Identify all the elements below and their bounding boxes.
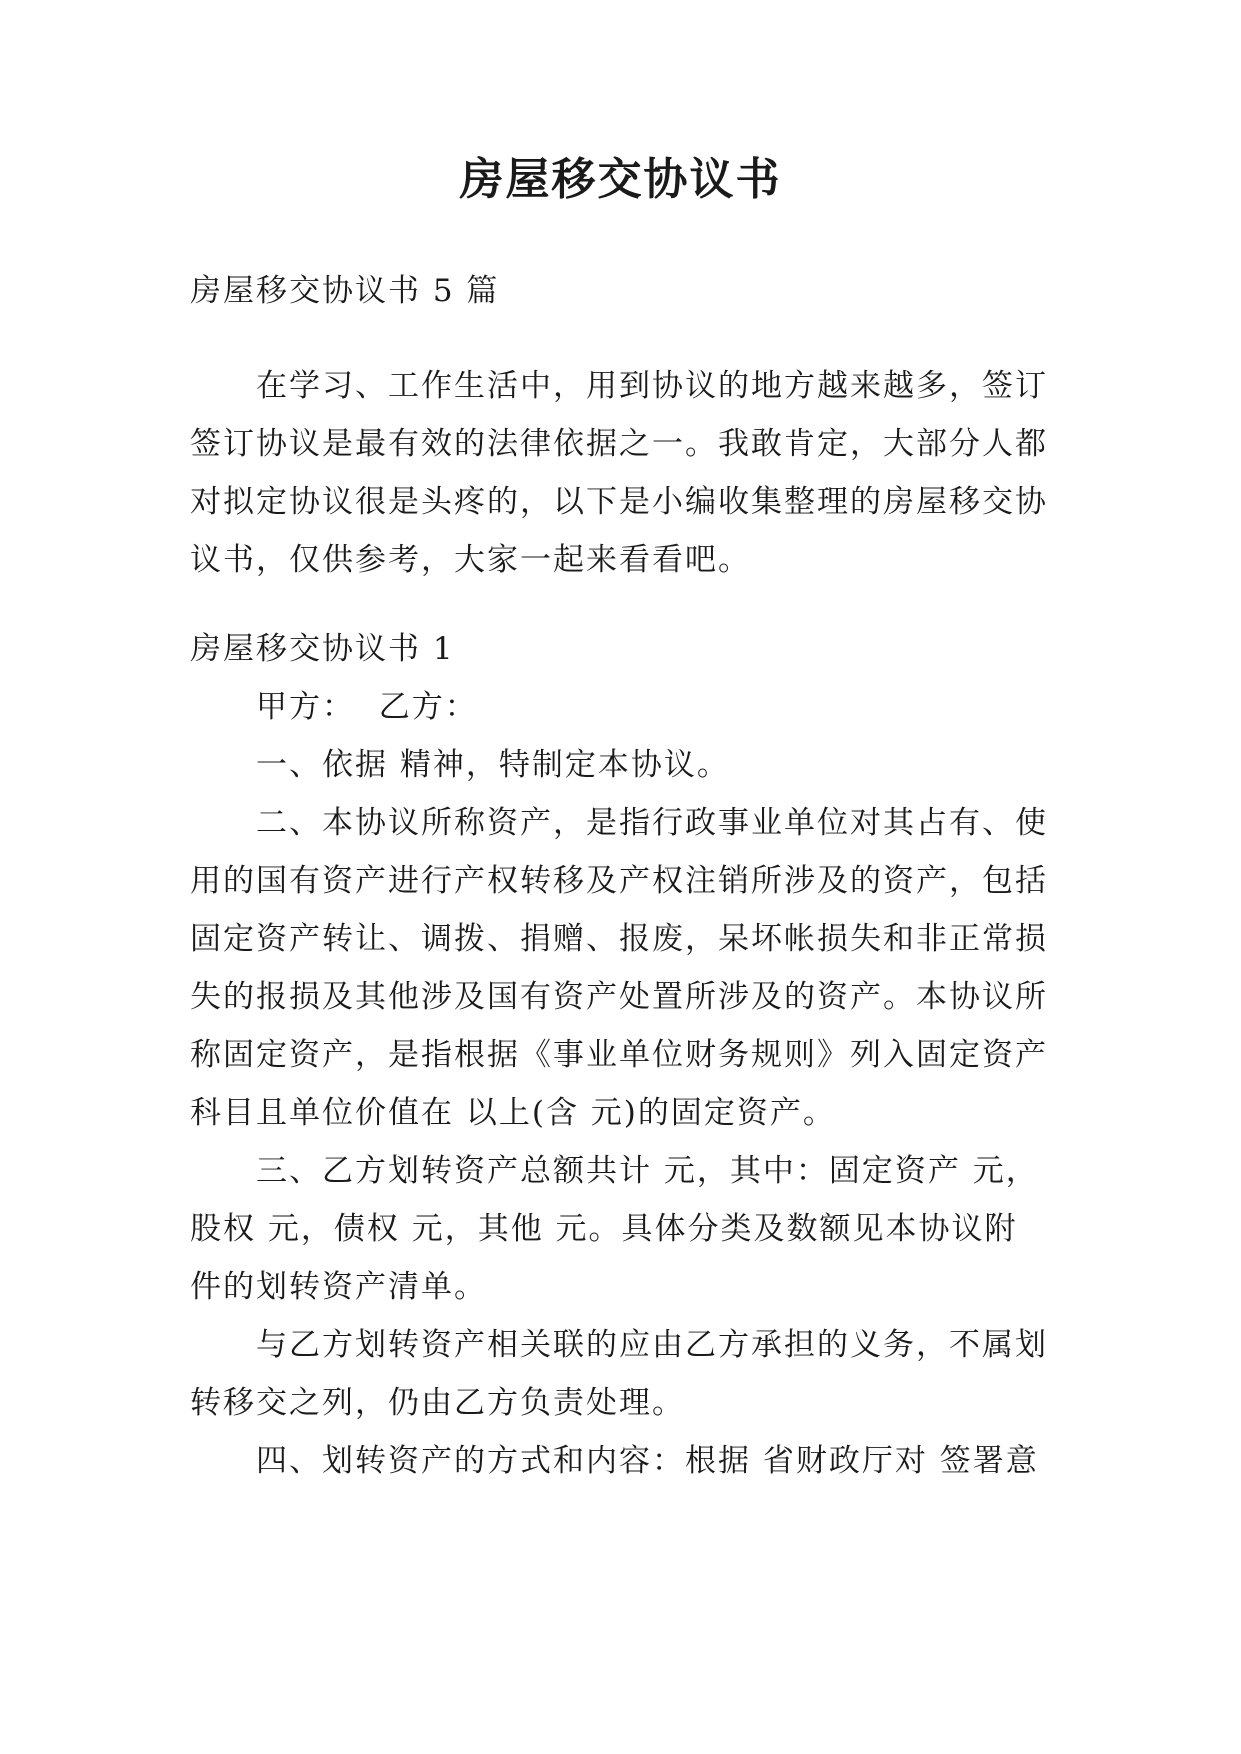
clause-3-line: 三、乙方划转资产总额共计 元，其中：固定资产 元， [256,1153,1039,1189]
document-title: 房屋移交协议书 [459,154,782,205]
clause-3-line: 股权 元，债权 元，其他 元。具体分类及数额见本协议附 [190,1211,1018,1247]
section-heading-line: 房屋移交协议书 1 [190,631,455,667]
intro-line: 对拟定协议很是头疼的，以下是小编收集整理的房屋移交协 [190,484,1048,520]
obligation-line: 转移交之列，仍由乙方负责处理。 [190,1385,685,1421]
clause-4-line: 四、划转资产的方式和内容：根据 省财政厅对 签署意 [256,1443,1039,1479]
section-heading [190,620,1050,678]
clause-1-line: 一、依据 精神，特制定本协议。 [256,747,730,783]
intro-line: 签订协议是最有效的法律依据之一。我敢肯定，大部分人都 [190,426,1048,462]
clause-2-line: 科目且单位价值在 以上(含 元)的固定资产。 [190,1095,836,1131]
clause-2-line: 二、本协议所称资产，是指行政事业单位对其占有、使 [256,805,1048,841]
intro-line: 在学习、工作生活中，用到协议的地方越来越多，签订 [256,368,1048,404]
intro-line: 议书，仅供参考，大家一起来看看吧。 [190,542,751,578]
clause-2-line: 用的国有资产进行产权转移及产权注销所涉及的资产，包括 [190,863,1048,899]
intro-paragraph [190,357,1050,589]
agreement-body [190,678,1050,1490]
clause-2-line: 称固定资产，是指根据《事业单位财务规则》列入固定资产 [190,1037,1048,1073]
obligation-line: 与乙方划转资产相关联的应由乙方承担的义务，不属划 [256,1327,1048,1363]
document-subtitle [190,262,1050,320]
subtitle-line: 房屋移交协议书 5 篇 [190,273,500,309]
parties-line: 甲方： 乙方： [256,689,478,725]
clause-3-line: 件的划转资产清单。 [190,1269,487,1305]
clause-2-line: 失的报损及其他涉及国有资产处置所涉及的资产。本协议所 [190,979,1048,1015]
clause-2-line: 固定资产转让、调拨、捐赠、报废，呆坏帐损失和非正常损 [190,921,1048,957]
